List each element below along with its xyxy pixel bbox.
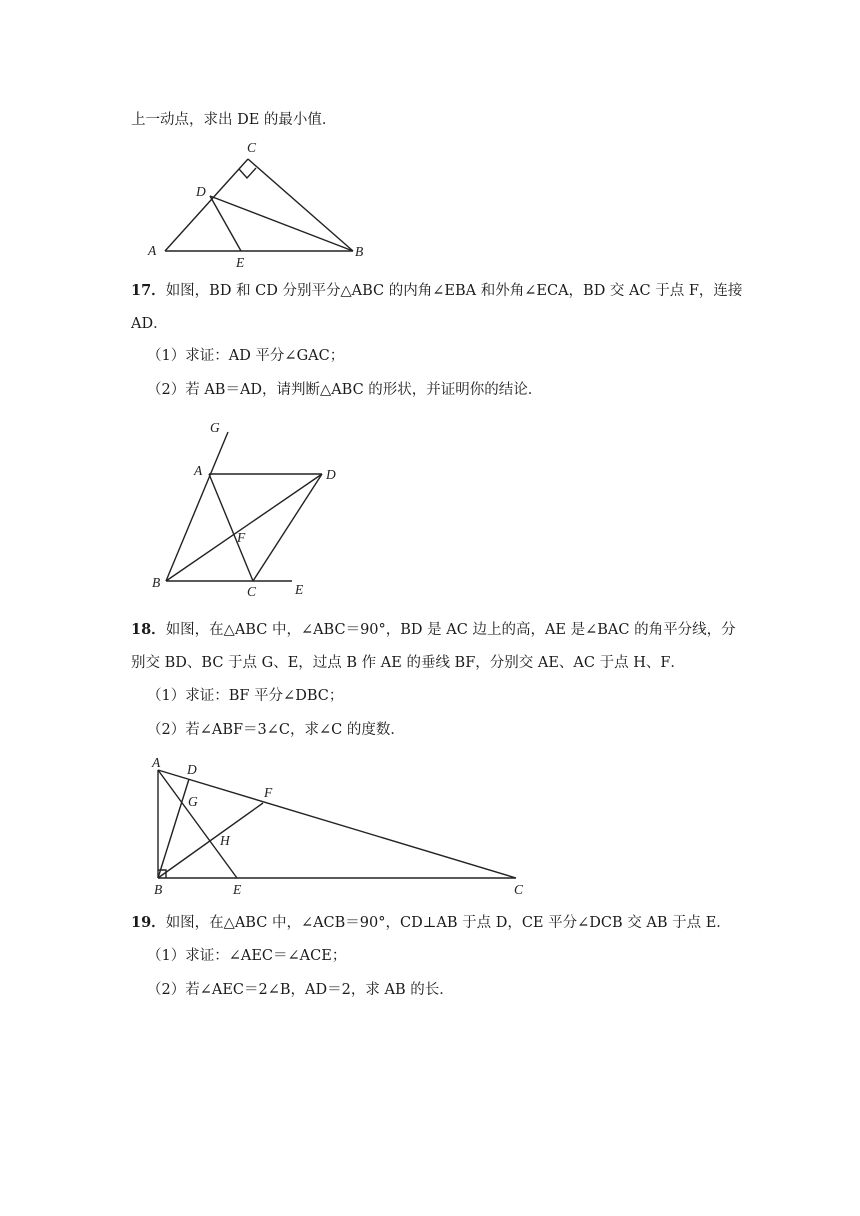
- label-A: A: [194, 463, 203, 478]
- label-F: F: [264, 785, 273, 800]
- label-C: C: [247, 584, 257, 599]
- q19-part1: （1）求证：∠AEC＝∠ACE；: [147, 948, 347, 964]
- q19-stem: [131, 913, 731, 933]
- segment-AC: [209, 474, 253, 581]
- segment-DB: [210, 196, 353, 251]
- q18-stem-line2: 别交 BD、BC 于点 G、E，过点 B 作 AE 的垂线 BF，分别交 AE、AC 于点 H、F．: [131, 655, 685, 671]
- figure-q16: [140, 138, 380, 270]
- segment-BF: [158, 803, 263, 878]
- q17-number: 17．: [131, 282, 166, 299]
- label-A: A: [148, 243, 157, 258]
- q17-part2: （2）若 AB＝AD，请判断△ABC 的形状，并证明你的结论．: [147, 382, 543, 398]
- segment-AE: [158, 770, 237, 878]
- segment-BG: [166, 432, 228, 581]
- q18-part2: （2）若∠ABF＝3∠C，求∠C 的度数．: [147, 722, 405, 738]
- label-E: E: [236, 255, 245, 270]
- segment-DE: [210, 196, 241, 251]
- label-C: C: [247, 140, 257, 155]
- q18-stem-line1: 如图，在△ABC 中，∠ABC＝90°，BD 是 AC 边上的高，AE 是∠BAC 的角平分线，分: [165, 622, 736, 638]
- figure-q18: [140, 752, 540, 900]
- q16-tail-text: 上一动点，求出 DE 的最小值．: [131, 112, 337, 128]
- q19-stem-line1: 如图，在△ABC 中，∠ACB＝90°，CD⊥AB 于点 D，CE 平分∠DCB 交 AB 于点 E．: [165, 915, 731, 931]
- q18-stem: [131, 620, 736, 640]
- label-D: D: [196, 184, 206, 199]
- q17-stem: [131, 281, 742, 301]
- q17-part1: （1）求证：AD 平分∠GAC；: [147, 348, 345, 364]
- label-B: B: [152, 575, 161, 590]
- q19-part2: （2）若∠AEC＝2∠B，AD＝2，求 AB 的长．: [147, 982, 454, 998]
- label-C: C: [514, 882, 524, 897]
- segment-DC: [253, 474, 322, 581]
- segment-AC: [165, 159, 248, 251]
- label-D: D: [187, 762, 197, 777]
- label-H: H: [220, 833, 230, 848]
- segment-CB: [248, 159, 353, 251]
- segment-BD: [158, 779, 189, 878]
- segment-AC: [158, 770, 516, 878]
- right-angle-mark: [239, 168, 256, 178]
- label-A: A: [152, 755, 161, 770]
- label-G: G: [210, 420, 220, 435]
- q18-number: 18．: [131, 621, 166, 638]
- label-G: G: [188, 794, 198, 809]
- label-D: D: [326, 467, 336, 482]
- label-E: E: [233, 882, 242, 897]
- label-E: E: [295, 582, 304, 597]
- figure-q17: [140, 415, 370, 605]
- segment-BD: [166, 474, 322, 581]
- label-B: B: [355, 244, 364, 259]
- q17-stem-line1: 如图，BD 和 CD 分别平分△ABC 的内角∠EBA 和外角∠ECA，BD 交 AC 于点 F，连接: [165, 283, 743, 299]
- q18-part1: （1）求证：BF 平分∠DBC；: [147, 688, 344, 704]
- q17-stem-line2: AD．: [131, 316, 168, 332]
- label-B: B: [154, 882, 163, 897]
- q19-number: 19．: [131, 914, 166, 931]
- label-F: F: [237, 530, 246, 545]
